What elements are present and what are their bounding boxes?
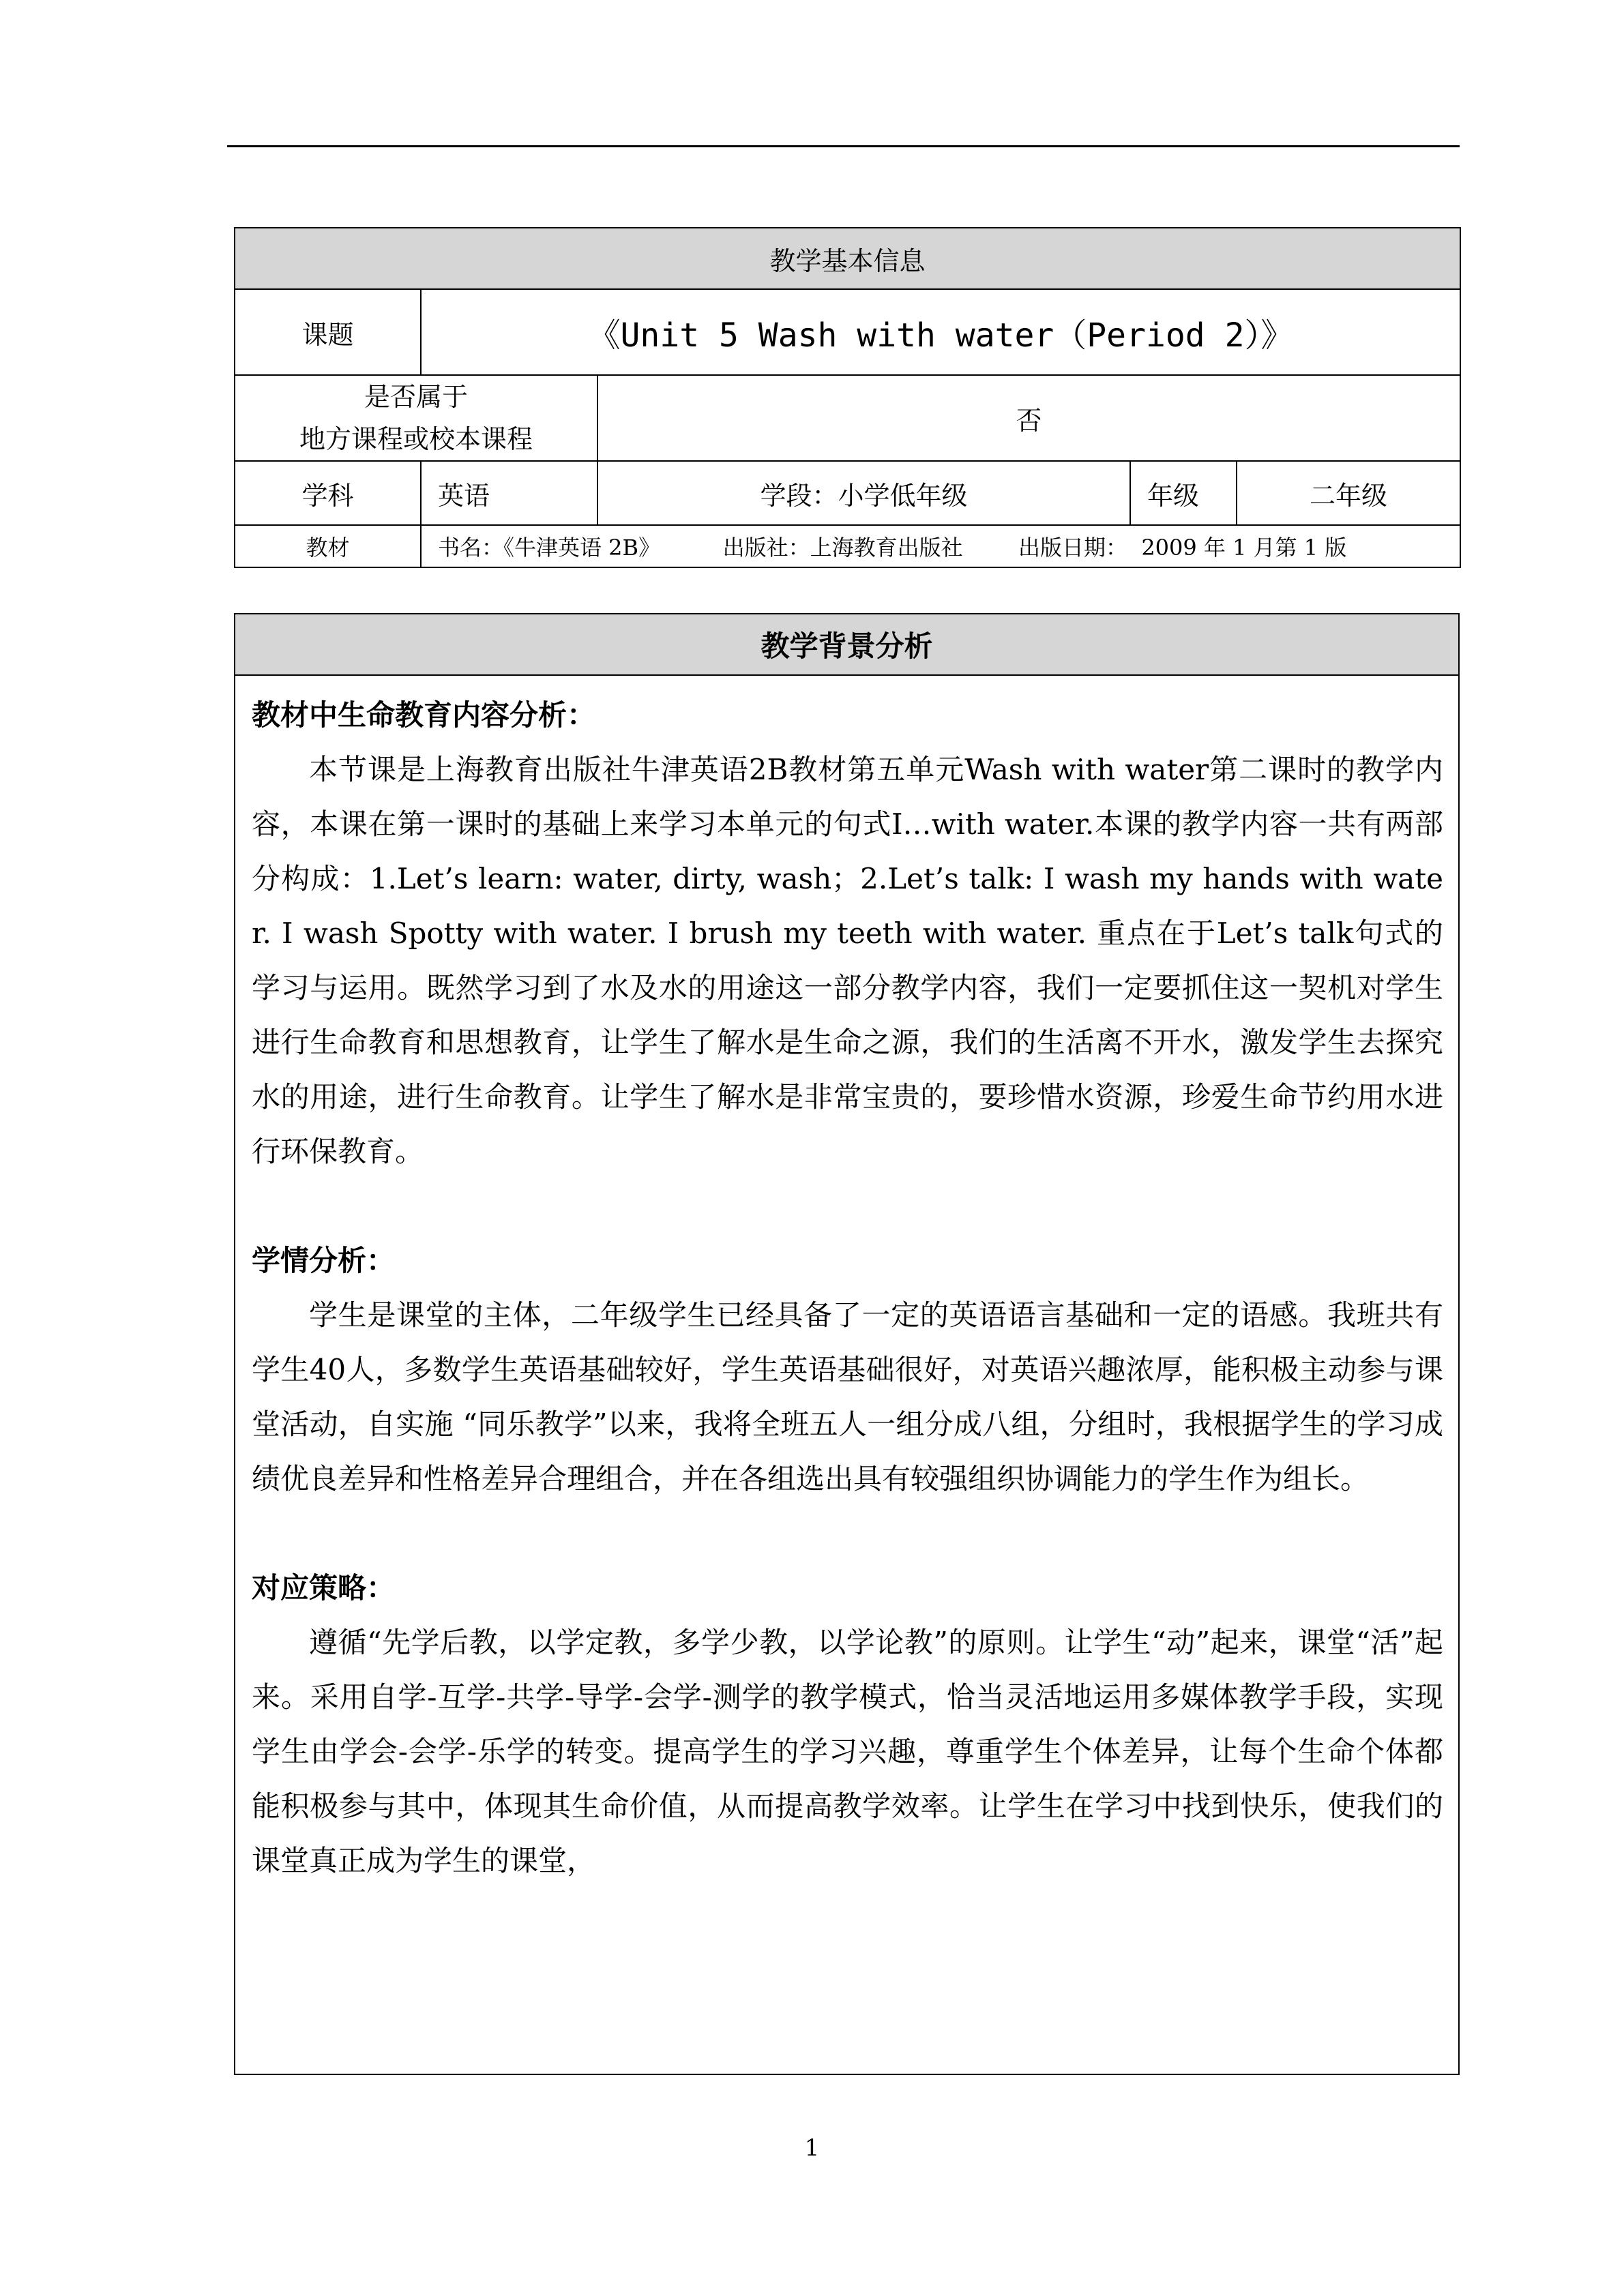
material-value: 书名：《牛津英语 2B》 出版社：上海教育出版社 出版日期： 2009 年 1 月第 1 版 xyxy=(421,525,1460,567)
page-number: 1 xyxy=(804,2134,820,2162)
local-course-label xyxy=(235,375,597,461)
stage-text: 学段：小学低年级 xyxy=(597,461,1130,525)
material-label: 教材 xyxy=(235,525,421,567)
section-text-student-analysis: 学生是课堂的主体，二年级学生已经具备了一定的英语语言基础和一定的语感。我班共有学生40人，多数学生英语基础较好，学生英语基础很好，对英语兴趣浓厚，能积极主动参与课堂活动，自实施 “同乐教学”以来，我将全班五人一组分成八组，分组时，我根据学生的学习成绩优良差异和性格差异合理组合，并在各组选出具有较强组织协调能力的学生作为组长。 xyxy=(252,1298,1443,1495)
lesson-title xyxy=(421,289,1460,375)
section-heading-life-education: 教材中生命教育内容分析： xyxy=(252,698,596,732)
teaching-background-table xyxy=(234,613,1460,2075)
basic-info-table xyxy=(234,227,1461,568)
local-course-label-line2: 地方课程或校本课程 xyxy=(299,424,533,454)
section-text-strategy: 遵循“先学后教，以学定教，多学少教，以学论教”的原则。让学生“动”起来，课堂“活”起来。采用自学-互学-共学-导学-会学-测学的教学模式，恰当灵活地运用多媒体教学手段，实现学生由学会-会学-乐学的转变。提高学生的学习兴趣，尊重学生个体差异，让每个生命个体都能积极参与其中，体现其生命价值，从而提高教学效率。让学生在学习中找到快乐，使我们的课堂真正成为学生的课堂， xyxy=(252,1626,1443,1877)
title-label: 课题 xyxy=(235,289,421,375)
background-header: 教学背景分析 xyxy=(235,614,1459,675)
subject-label: 学科 xyxy=(235,461,421,525)
basic-info-header: 教学基本信息 xyxy=(235,228,1460,289)
section-heading-student-analysis: 学情分析： xyxy=(252,1244,396,1277)
local-course-value: 否 xyxy=(597,375,1460,461)
header-rule xyxy=(227,145,1460,147)
subject-value: 英语 xyxy=(421,461,597,525)
local-course-label-line1: 是否属于 xyxy=(364,382,468,412)
section-heading-strategy: 对应策略： xyxy=(252,1571,396,1605)
grade-label: 年级 xyxy=(1130,461,1237,525)
lesson-title-text: 《Unit 5 Wash with water（Period 2）》 xyxy=(587,316,1294,355)
background-content xyxy=(235,675,1459,2074)
grade-value: 二年级 xyxy=(1237,461,1460,525)
section-text-life-education: 本节课是上海教育出版社牛津英语2B教材第五单元Wash with water第二课时的教学内容，本课在第一课时的基础上来学习本单元的句式I…with water.本课的教学内容一共有两部分构成：1.Let’s learn: water, dirty, wash；2.Let’s talk: I wash my hands with water. I wash Spotty with water. I brush my teeth with water. 重点在于Let’s talk句式的学习与运用。既然学习到了水及水的用途这一部分教学内容，我们一定要抓住这一契机对学生进行生命教育和思想教育，让学生了解水是生命之源，我们的生活离不开水，激发学生去探究水的用途，进行生命教育。让学生了解水是非常宝贵的，要珍惜水资源，珍爱生命节约用水进行环保教育。 xyxy=(252,753,1443,1168)
